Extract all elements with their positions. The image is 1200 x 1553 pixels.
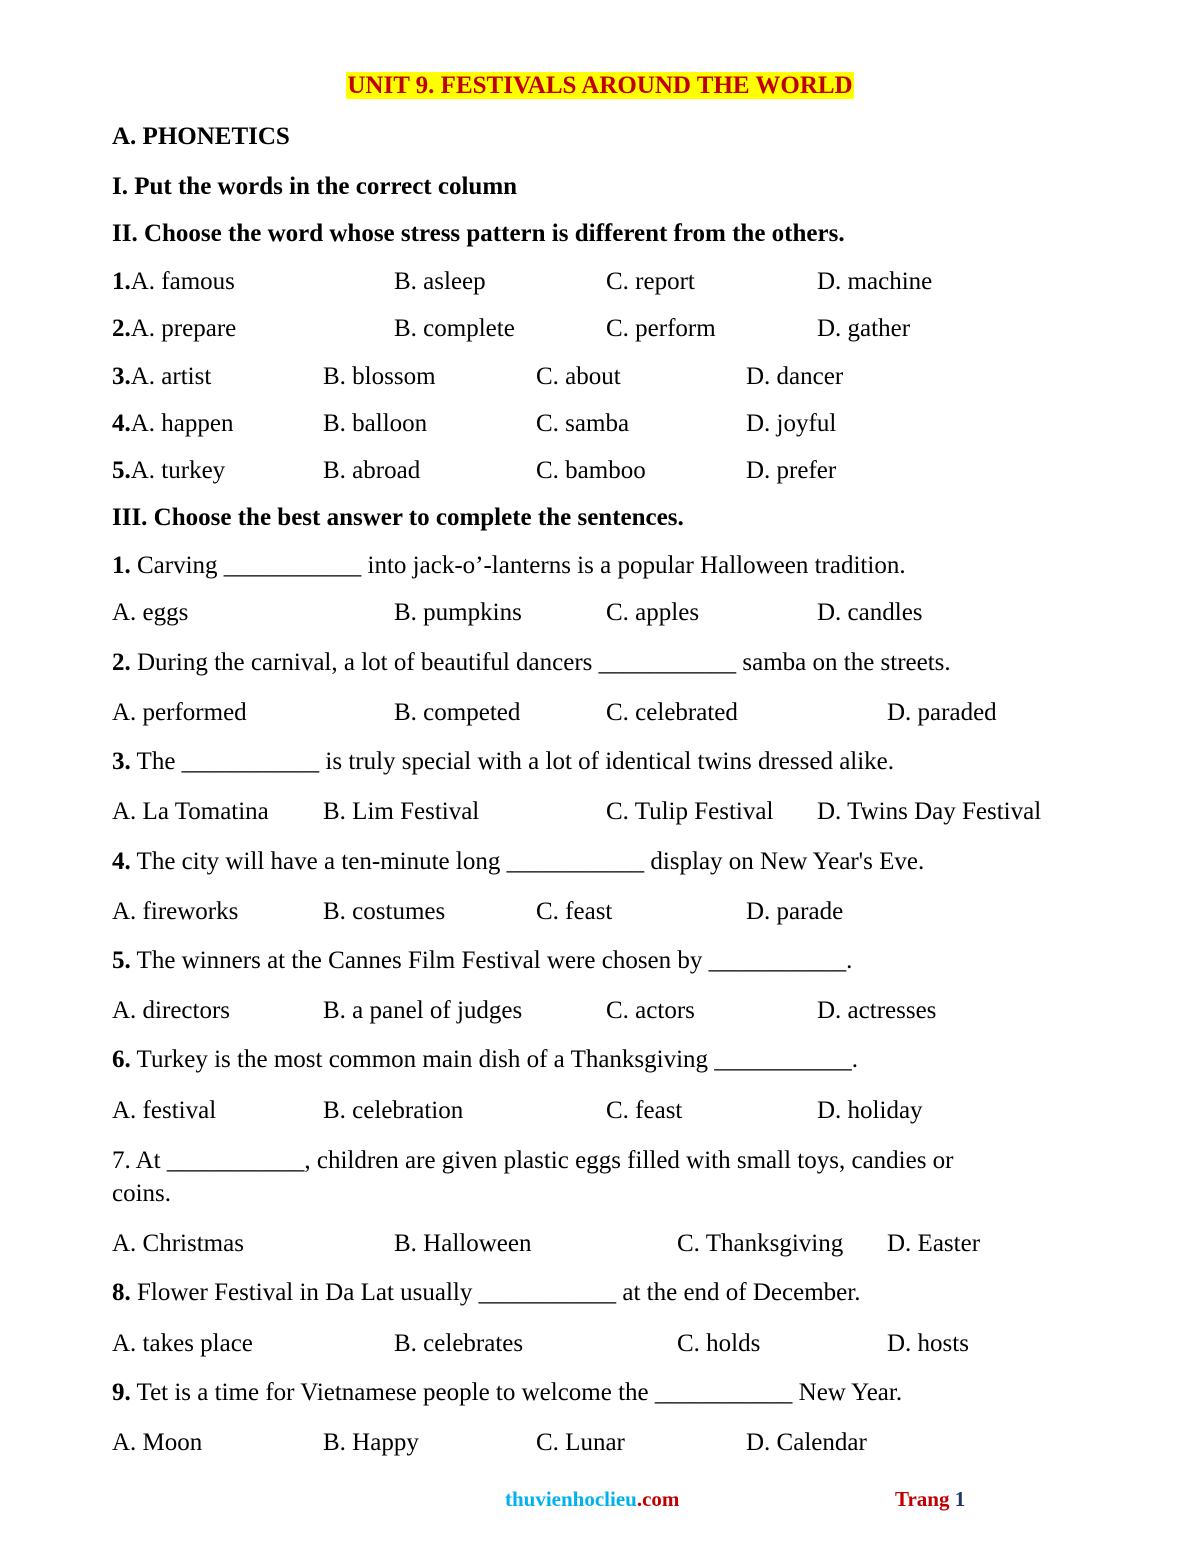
option-a: A. turkey <box>130 457 226 484</box>
option-d: D. paraded <box>887 699 997 726</box>
option-a: A. fireworks <box>112 898 239 925</box>
option-c: C. holds <box>677 1330 761 1357</box>
option-c: C. samba <box>536 410 630 437</box>
exercise-heading-2: II. Choose the word whose stress pattern is different from the others. <box>112 220 845 247</box>
exercise-heading-3: III. Choose the best answer to complete the sentences. <box>112 504 684 531</box>
question-text: 9. Tet is a time for Vietnamese people to welcome the ___________ New Year. <box>112 1379 903 1406</box>
option-d: D. hosts <box>887 1330 969 1357</box>
option-c: C. Thanksgiving <box>677 1230 844 1257</box>
option-a: A. happen <box>130 410 234 437</box>
option-c: C. feast <box>536 898 613 925</box>
question-text: 5. The winners at the Cannes Film Festival were chosen by ___________. <box>112 947 853 974</box>
option-b: B. Halloween <box>394 1230 532 1257</box>
option-a: A. La Tomatina <box>112 798 269 825</box>
option-d: D. joyful <box>746 410 837 437</box>
option-a: A. performed <box>112 699 247 726</box>
question-text: 3. The ___________ is truly special with a lot of identical twins dressed alike. <box>112 748 895 775</box>
option-c: C. about <box>536 363 621 390</box>
option-b: B. blossom <box>323 363 436 390</box>
option-b: B. balloon <box>323 410 428 437</box>
exercise-heading-1: I. Put the words in the correct column <box>112 173 518 200</box>
question-text: 1. Carving ___________ into jack-o’-lanterns is a popular Halloween tradition. <box>112 552 906 579</box>
option-a: A. prepare <box>130 315 237 342</box>
page-number: Trang 1 <box>895 1487 966 1511</box>
option-c: C. Tulip Festival <box>606 798 774 825</box>
option-c: C. report <box>606 268 695 295</box>
option-c: C. apples <box>606 599 700 626</box>
option-c: C. Lunar <box>536 1429 625 1456</box>
option-a: A. Moon <box>112 1429 203 1456</box>
question-text: 8. Flower Festival in Da Lat usually ___________ at the end of December. <box>112 1279 861 1306</box>
option-d: D. Easter <box>887 1230 981 1257</box>
option-b: B. celebrates <box>394 1330 524 1357</box>
option-a: A. artist <box>130 363 212 390</box>
option-d: D. holiday <box>817 1097 923 1124</box>
option-b: B. costumes <box>323 898 446 925</box>
option-a: A. takes place <box>112 1330 253 1357</box>
question-text: 6. Turkey is the most common main dish of a Thanksgiving ___________. <box>112 1046 859 1073</box>
question-number: 5. <box>112 457 131 484</box>
question-text-continued: coins. <box>112 1180 172 1207</box>
option-b: B. Happy <box>323 1429 419 1456</box>
footer-website-link[interactable]: thuvienhoclieu.com <box>505 1487 680 1511</box>
question-number: 2. <box>112 315 131 342</box>
option-b: B. celebration <box>323 1097 464 1124</box>
option-d: D. prefer <box>746 457 837 484</box>
option-b: B. asleep <box>394 268 486 295</box>
option-b: B. Lim Festival <box>323 798 480 825</box>
option-a: A. directors <box>112 997 231 1024</box>
option-c: C. perform <box>606 315 716 342</box>
option-d: D. dancer <box>746 363 844 390</box>
option-d: D. parade <box>746 898 844 925</box>
question-text: 7. At ___________, children are given plastic eggs filled with small toys, candies or <box>112 1147 954 1174</box>
option-c: C. actors <box>606 997 695 1024</box>
option-d: D. Calendar <box>746 1429 867 1456</box>
option-a: A. festival <box>112 1097 217 1124</box>
question-text: 2. During the carnival, a lot of beautiful dancers ___________ samba on the streets. <box>112 649 951 676</box>
option-b: B. competed <box>394 699 521 726</box>
option-b: B. abroad <box>323 457 421 484</box>
question-text: 4. The city will have a ten-minute long ___________ display on New Year's Eve. <box>112 848 925 875</box>
option-c: C. feast <box>606 1097 683 1124</box>
page-title <box>0 72 1200 100</box>
option-a: A. famous <box>130 268 235 295</box>
option-c: C. celebrated <box>606 699 738 726</box>
option-d: D. gather <box>817 315 911 342</box>
question-number: 1. <box>112 268 131 295</box>
section-heading-phonetics: A. PHONETICS <box>112 123 290 150</box>
option-a: A. Christmas <box>112 1230 244 1257</box>
question-number: 3. <box>112 363 131 390</box>
title-text: UNIT 9. FESTIVALS AROUND THE WORLD <box>347 72 853 99</box>
option-d: D. actresses <box>817 997 937 1024</box>
option-d: D. machine <box>817 268 933 295</box>
option-c: C. bamboo <box>536 457 646 484</box>
option-d: D. Twins Day Festival <box>817 798 1042 825</box>
option-b: B. complete <box>394 315 515 342</box>
question-number: 4. <box>112 410 131 437</box>
option-b: B. pumpkins <box>394 599 522 626</box>
option-d: D. candles <box>817 599 923 626</box>
option-b: B. a panel of judges <box>323 997 523 1024</box>
option-a: A. eggs <box>112 599 189 626</box>
